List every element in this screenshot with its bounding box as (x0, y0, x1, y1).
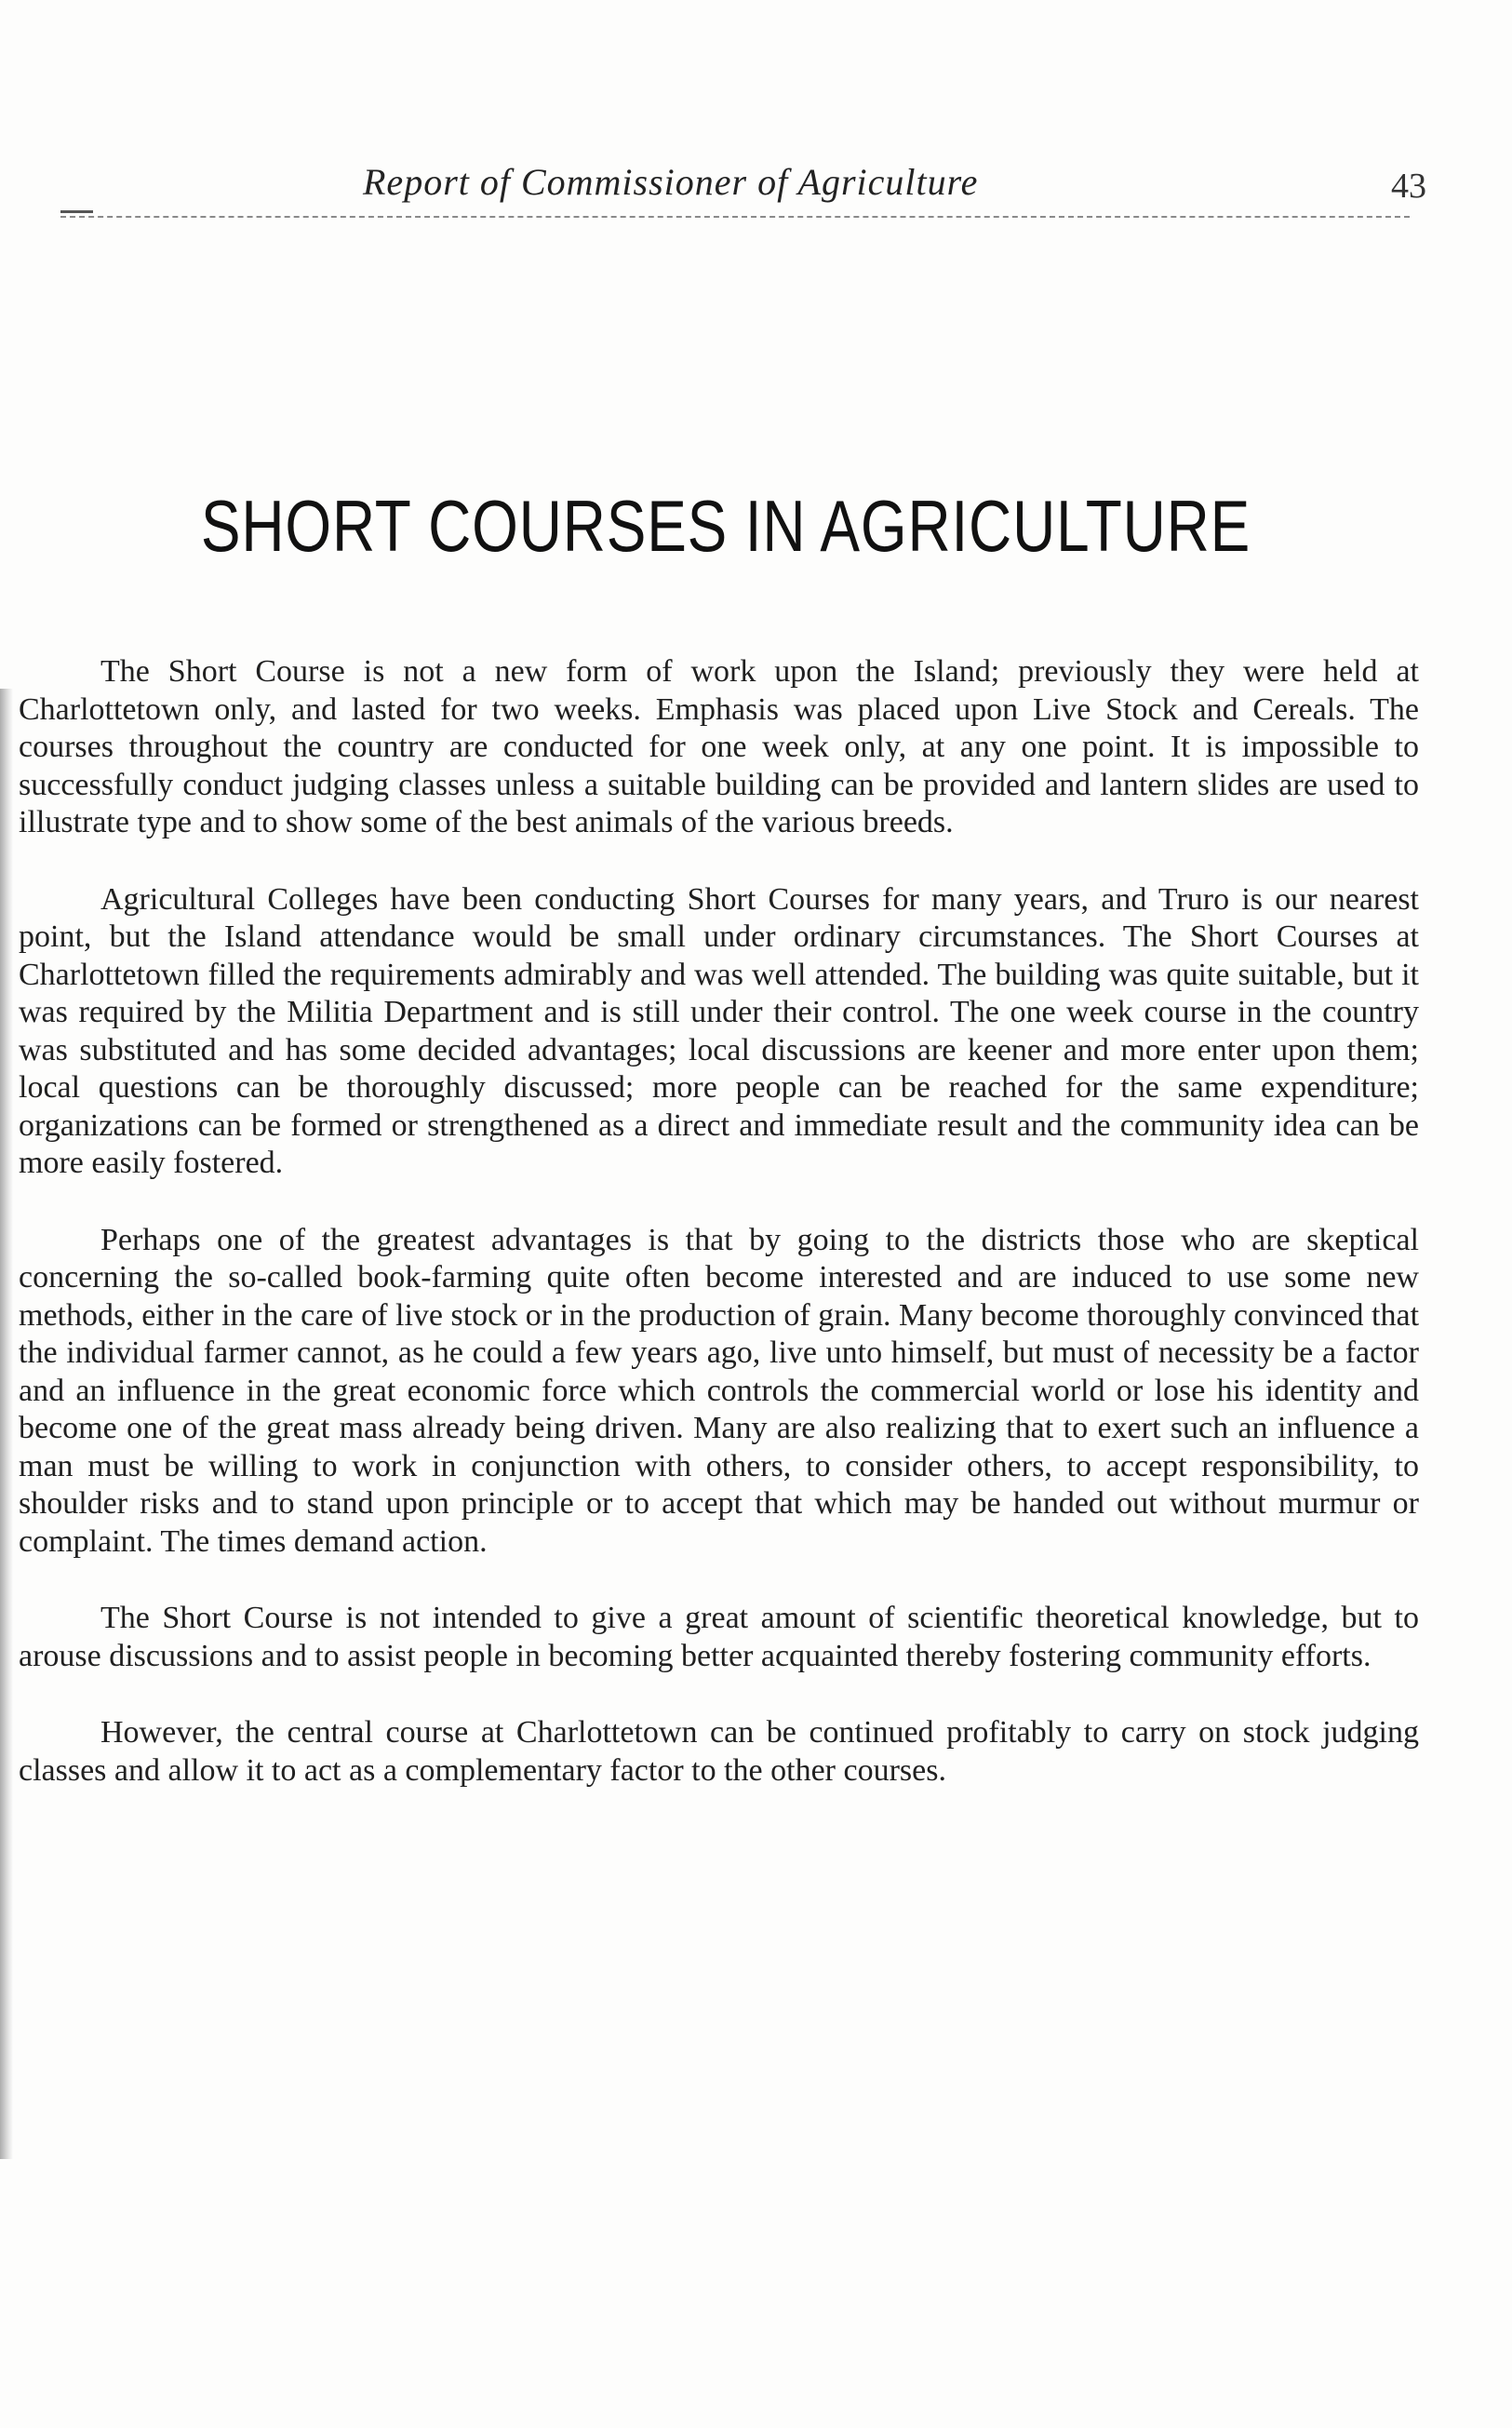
paragraph-3: Perhaps one of the greatest advantages is that by going to the districts those who are skeptical concerning the so-called book-farming quite often become interested and are induced to use some new methods, either in the care of live stock or in the production of grain. Many become thoroughly convinced that the individual farmer cannot, as he could a few years ago, live unto himself, but must of necessity be a factor and an influence in the great economic force which controls the commercial world or lose his identity and become one of the great mass already being driven. Many are also realizing that to exert such an influence a man must be willing to work in conjunction with others, to consider others, to accept responsibility, to shoulder risks and to stand upon principle or to accept that which may be handed out without murmur or complaint. The times demand action. (19, 1222, 1420, 1559)
header-rule (60, 216, 1410, 218)
header-rule-mark (60, 210, 93, 213)
paragraph-4: The Short Course is not intended to give a great amount of scientific theoretical knowledge, but to arouse discussions and to assist people in becoming better acquainted thereby fostering community efforts. (19, 1601, 1419, 1673)
paragraph-5: However, the central course at Charlottetown can be continued profitably to carry on stock judging classes and allow it to act as a complementary factor to the other courses. (19, 1715, 1419, 1788)
paragraph-1: The Short Course is not a new form of work upon the Island; previously they were held at Charlottetown only, and lasted for two weeks. Emphasis was placed upon Live Stock and Cereals. The courses throughout the country are conducted for one week only, at any one point. It is impossible to successfully conduct judging classes unless a suitable building can be provided and lantern slides are used to illustrate type and to show some of the best animals of the various breeds. (19, 654, 1419, 839)
page-binding-shadow (0, 689, 13, 2159)
article-body (19, 653, 1419, 1829)
page-title: SHORT COURSES IN AGRICULTURE (200, 485, 1251, 567)
running-header-title: Report of Commissioner of Agriculture (363, 161, 979, 203)
paragraph-2: Agricultural Colleges have been conducting Short Courses for many years, and Truro is our nearest point, but the Island attendance would be small under ordinary circumstances. The Short Courses at Charlottetown filled the requirements admirably and was well attended. The building was quite suitable, but it was required by the Militia Department and is still under their control. The one week course in the country was substituted and has some decided advantages; local discussions are keener and more enter upon them; local questions can be thoroughly discussed; more people can be reached for the same expenditure; organizations can be formed or strengthened as a direct and immediate result and the community idea can be more easily fostered. (19, 881, 1419, 1180)
page-number: 43 (1391, 167, 1426, 206)
